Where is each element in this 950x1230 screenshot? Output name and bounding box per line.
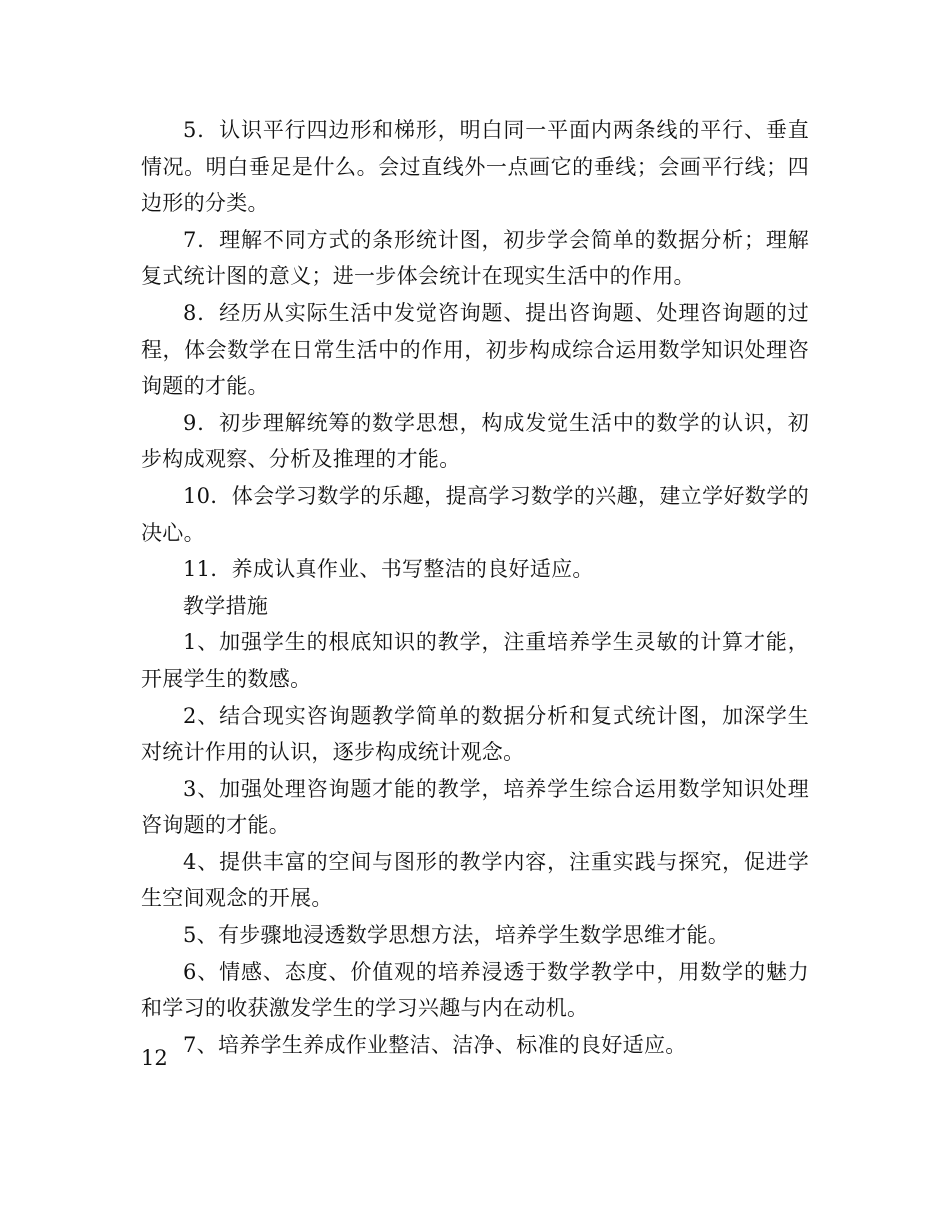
measure-item-6: 6、情感、态度、价值观的培养浸透于数学教学中，用数学的魅力和学习的收获激发学生的学习兴趣与内在动机。 (141, 959, 809, 1021)
measure-item-5: 5、有步骤地浸透数学思想方法，培养学生数学思维才能。 (183, 923, 730, 948)
measure-item-2: 2、结合现实咨询题教学简单的数据分析和复式统计图，加深学生对统计作用的认识，逐步构成统计观念。 (141, 703, 809, 765)
section-heading-teaching-measures: 教学措施 (183, 593, 269, 618)
measure-item-4: 4、提供丰富的空间与图形的教学内容，注重实践与探究，促进学生空间观念的开展。 (141, 849, 809, 911)
paragraph-item-5-recognize-parallelogram: 5．认识平行四边形和梯形，明白同一平面内两条线的平行、垂直情况。明白垂足是什么。会过直线外一点画它的垂线；会画平行线；四边形的分类。 (141, 118, 809, 216)
paragraph-item-11-homework-habit: 11．养成认真作业、书写整洁的良好适应。 (183, 557, 594, 582)
paragraph-item-8-problem-solving: 8．经历从实际生活中发觉咨询题、提出咨询题、处理咨询题的过程，体会数学在日常生活中的作用，初步构成综合运用数学知识处理咨询题的才能。 (141, 300, 809, 399)
paragraph-item-10-learning-interest: 10．体会学习数学的乐趣，提高学习数学的兴趣，建立学好数学的决心。 (141, 483, 809, 545)
measure-item-7: 7、培养学生养成作业整洁、洁净、标准的良好适应。 (183, 1032, 687, 1057)
measure-item-3: 3、加强处理咨询题才能的教学，培养学生综合运用数学知识处理咨询题的才能。 (141, 776, 809, 838)
measure-item-1: 1、加强学生的根底知识的教学，注重培养学生灵敏的计算才能，开展学生的数感。 (141, 630, 809, 691)
document-body (141, 112, 809, 1063)
paragraph-item-7-bar-chart: 7．理解不同方式的条形统计图，初步学会简单的数据分析；理解复式统计图的意义；进一步体会统计在现实生活中的作用。 (141, 227, 809, 289)
paragraph-item-9-overall-planning: 9．初步理解统筹的数学思想，构成发觉生活中的数学的认识，初步构成观察、分析及推理的才能。 (141, 410, 809, 472)
page-number: 12 (141, 1046, 168, 1070)
